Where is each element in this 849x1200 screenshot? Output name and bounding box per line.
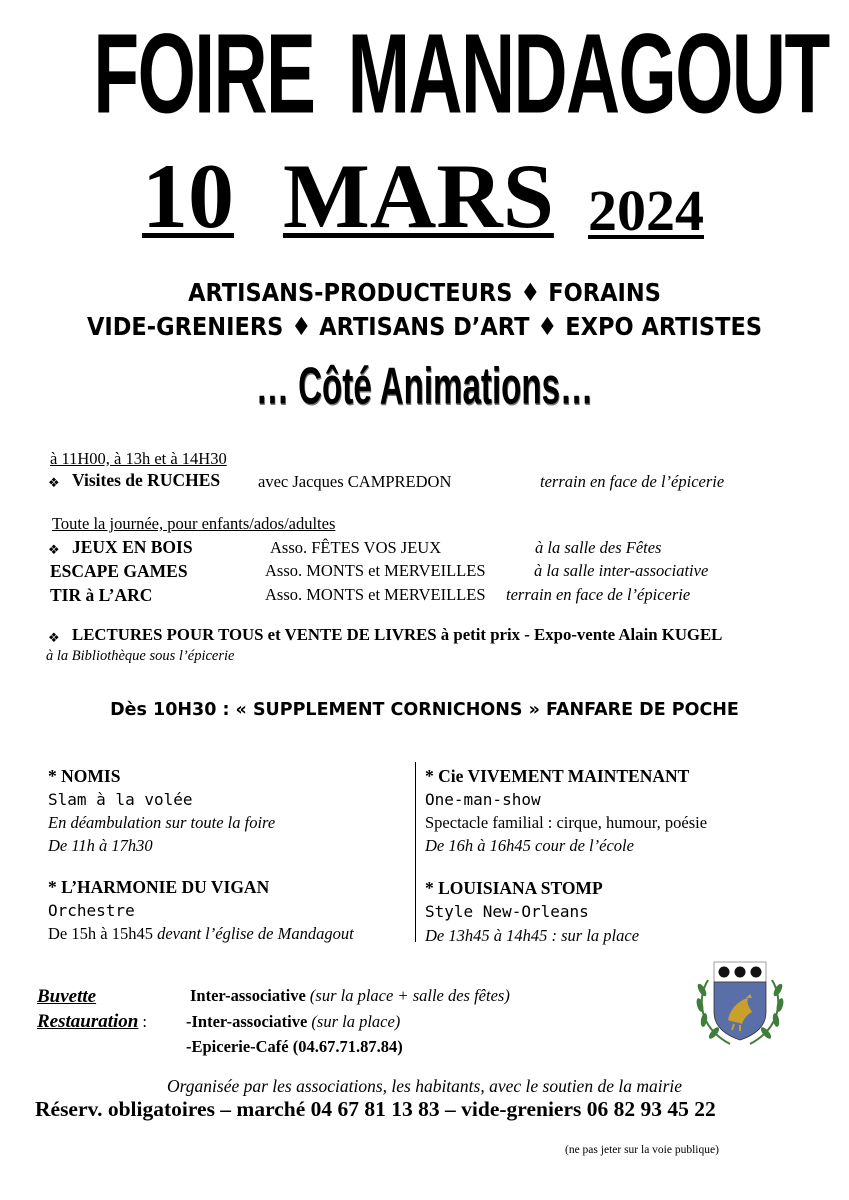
lectures-place: à la Bibliothèque sous l’épicerie	[46, 648, 235, 664]
resto2-line	[186, 1039, 403, 1056]
restauration-label-group	[37, 1012, 147, 1032]
resto1-line	[186, 1014, 400, 1031]
event-year: 2024	[588, 178, 704, 243]
animations-heading: … Côté Animations…	[255, 356, 594, 415]
show-harmonie-time: De 15h à 15h45	[48, 924, 153, 943]
categories-line-2: VIDE-GRENIERS ♦ ARTISANS D’ART ♦ EXPO ARTISTES	[86, 312, 763, 341]
activity-name: JEUX EN BOIS	[72, 537, 193, 557]
resto1-note: (sur la place)	[311, 1012, 401, 1031]
resto2-value: -Epicerie-Café (04.67.71.87.84)	[186, 1037, 403, 1056]
event-month: MARS	[283, 145, 554, 247]
organised-by: Organisée par les associations, les habitants, avec le soutien de la mairie	[166, 1076, 683, 1096]
show-harmonie-type: Orchestre	[48, 901, 135, 920]
show-nomis-name: * NOMIS	[48, 766, 121, 786]
show-louisiana-time: De 13h45 à 14h45 : sur la place	[425, 926, 640, 945]
show-vivement-time: De 16h à 16h45 cour de l’école	[425, 836, 634, 855]
poster-title: FOIRE MANDAGOUT	[93, 10, 829, 138]
activity-name: TIR à L’ARC	[50, 585, 153, 605]
buvette-value: Inter-associative	[190, 986, 306, 1005]
categories-line-1: ARTISANS-PRODUCTEURS ♦ FORAINS	[188, 278, 661, 307]
bullet-icon: ❖	[48, 475, 60, 490]
bullet-icon: ❖	[48, 542, 60, 557]
activity-place: à la salle inter-associative	[534, 561, 709, 580]
restauration-colon: :	[142, 1012, 147, 1031]
activity-name: ESCAPE GAMES	[50, 561, 188, 581]
ruches-time: à 11H00, à 13h et à 14H30	[50, 449, 227, 468]
show-louisiana-name: * LOUISIANA STOMP	[425, 878, 603, 898]
resto1-value: -Inter-associative	[186, 1012, 308, 1031]
activity-host: Asso. FÊTES VOS JEUX	[270, 538, 442, 557]
ruches-place: terrain en face de l’épicerie	[540, 472, 725, 491]
show-harmonie-place: devant l’église de Mandagout	[157, 924, 354, 943]
buvette-note: (sur la place + salle des fêtes)	[309, 986, 510, 1005]
ruches-name: Visites de RUCHES	[72, 470, 221, 490]
show-nomis-type: Slam à la volée	[48, 790, 193, 809]
show-vivement-name: * Cie VIVEMENT MAINTENANT	[425, 766, 690, 786]
buvette-label: Buvette	[37, 986, 97, 1007]
show-louisiana-type: Style New-Orleans	[425, 902, 589, 921]
show-vivement-type: One-man-show	[425, 790, 541, 809]
show-vivement-detail: Spectacle familial : cirque, humour, poésie	[425, 813, 708, 832]
show-nomis-detail: En déambulation sur toute la foire	[48, 813, 276, 832]
show-harmonie-time-place	[48, 926, 354, 943]
activity-host: Asso. MONTS et MERVEILLES	[265, 561, 486, 580]
show-harmonie-name: * L’HARMONIE DU VIGAN	[48, 877, 270, 897]
mandagout-coat-of-arms-icon	[690, 960, 790, 1050]
restauration-label: Restauration	[37, 1011, 139, 1032]
fanfare-line: Dès 10H30 : « SUPPLEMENT CORNICHONS » FANFARE DE POCHE	[110, 700, 739, 720]
reservations-line: Réserv. obligatoires – marché 04 67 81 13 83 – vide-greniers 06 82 93 45 22	[35, 1097, 716, 1121]
ruches-host: avec Jacques CAMPREDON	[258, 472, 452, 491]
show-nomis-time: De 11h à 17h30	[48, 836, 153, 855]
activity-place: terrain en face de l’épicerie	[506, 585, 691, 604]
event-day: 10	[142, 145, 234, 247]
activity-host: Asso. MONTS et MERVEILLES	[265, 585, 486, 604]
column-divider	[415, 762, 416, 942]
lectures-name: LECTURES POUR TOUS et VENTE DE LIVRES à petit prix - Expo-vente Alain KUGEL	[72, 625, 723, 644]
allday-time: Toute la journée, pour enfants/ados/adultes	[52, 514, 336, 533]
activity-place: à la salle des Fêtes	[535, 538, 662, 557]
buvette-line	[190, 988, 510, 1005]
footnote: (ne pas jeter sur la voie publique)	[565, 1144, 719, 1156]
bullet-icon: ❖	[48, 630, 60, 645]
